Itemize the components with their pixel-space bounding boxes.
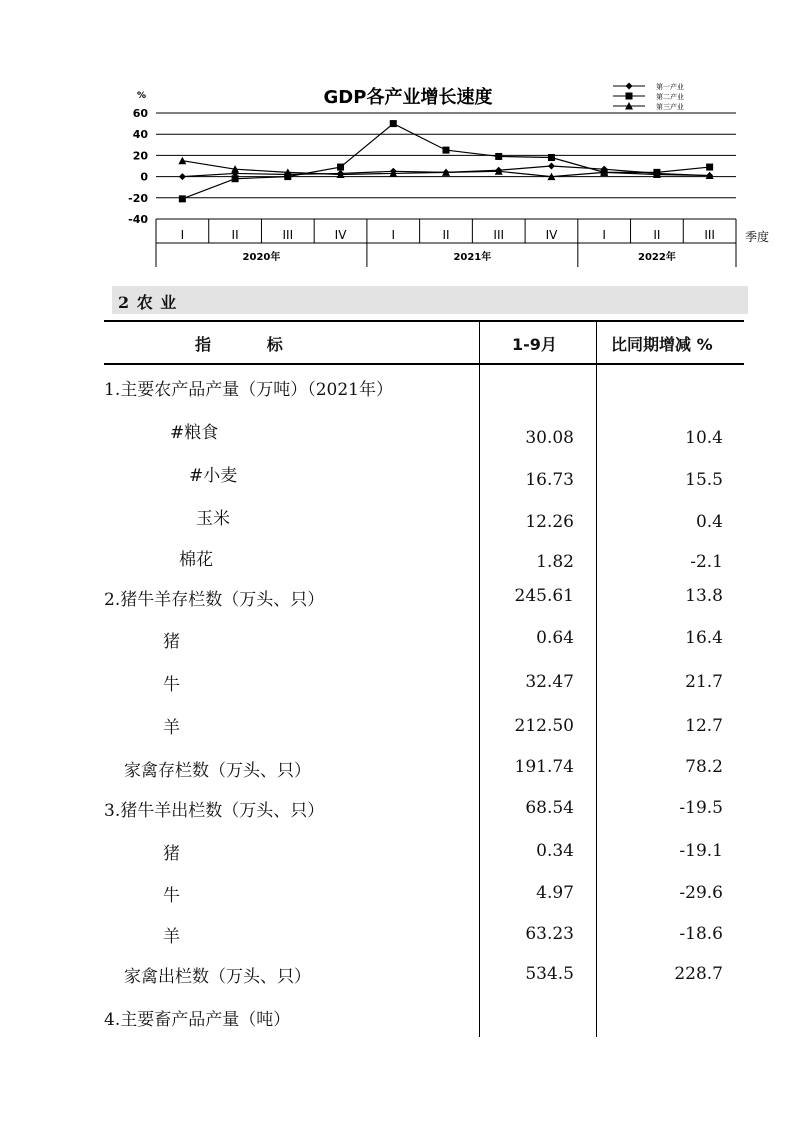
- data-point: [495, 153, 502, 160]
- quarter-label: IV: [334, 228, 347, 242]
- header-change: 比同期增减 %: [611, 335, 713, 354]
- row-value: 534.5: [525, 964, 574, 984]
- x-axis-label: 季度: [745, 230, 770, 244]
- row-label: 羊: [163, 718, 180, 738]
- row-label: 家禽存栏数（万头、只）: [124, 761, 311, 781]
- legend-label: 第二产业: [656, 93, 684, 101]
- gdp-growth-chart: [0, 0, 793, 280]
- quarter-label: III: [493, 228, 505, 242]
- row-label: 2.猪牛羊存栏数（万头、只）: [104, 590, 325, 610]
- row-label: 4.主要畜产品产量（吨）: [104, 1010, 291, 1030]
- row-change: -29.6: [679, 883, 723, 903]
- row-change: -18.6: [679, 924, 723, 944]
- legend-marker: [626, 93, 633, 100]
- quarter-label: I: [391, 228, 396, 242]
- row-change: -19.5: [679, 798, 723, 818]
- quarter-label: IV: [545, 228, 558, 242]
- row-label: 牛: [163, 886, 180, 906]
- quarter-label: II: [653, 228, 661, 242]
- row-label: 棉花: [179, 550, 213, 570]
- data-point: [548, 154, 555, 161]
- y-tick-label: 60: [132, 107, 148, 120]
- y-tick-label: -20: [128, 191, 148, 205]
- series-line-2: [182, 124, 709, 199]
- data-point: [706, 164, 713, 171]
- data-point: [337, 164, 344, 171]
- chart-title: GDP各产业增长速度: [323, 87, 493, 108]
- legend-label: 第一产业: [656, 83, 684, 91]
- row-change: 21.7: [685, 672, 723, 692]
- row-change: 12.7: [685, 716, 723, 736]
- row-value: 30.08: [525, 428, 574, 448]
- data-point: [179, 195, 186, 202]
- quarter-label: I: [602, 228, 606, 242]
- row-change: 228.7: [674, 964, 723, 984]
- year-label: 2022年: [637, 252, 676, 263]
- quarter-label: III: [282, 228, 294, 242]
- row-change: 15.5: [685, 470, 723, 490]
- y-tick-label: 40: [132, 128, 148, 142]
- header-indicator: 指 标: [195, 335, 283, 354]
- row-label: 猪: [163, 844, 180, 864]
- row-value: 212.50: [514, 716, 574, 736]
- row-value: 0.64: [536, 628, 574, 648]
- quarter-label: II: [442, 228, 450, 242]
- row-change: 13.8: [685, 586, 723, 606]
- row-value: 12.26: [525, 512, 574, 532]
- row-label: #小麦: [189, 466, 238, 486]
- row-label: 1.主要农产品产量（万吨）（2021年）: [104, 380, 393, 400]
- row-value: 32.47: [525, 672, 574, 692]
- data-point: [548, 163, 555, 170]
- row-value: 245.61: [514, 586, 574, 606]
- header-period: 1-9月: [512, 335, 557, 354]
- row-value: 16.73: [525, 470, 574, 490]
- data-point: [232, 175, 239, 182]
- row-change: 16.4: [685, 628, 723, 648]
- row-change: 0.4: [695, 512, 723, 532]
- y-axis-unit: %: [137, 91, 147, 101]
- year-label: 2020年: [242, 252, 281, 263]
- row-change: 78.2: [685, 757, 723, 777]
- row-value: 191.74: [514, 757, 574, 777]
- row-value: 63.23: [525, 924, 574, 944]
- row-change: -19.1: [679, 841, 723, 861]
- section-header-bar: [112, 286, 748, 314]
- row-label: 3.猪牛羊出栏数（万头、只）: [104, 801, 325, 821]
- y-tick-label: 20: [132, 149, 148, 163]
- row-value: 4.97: [536, 883, 574, 903]
- row-label: 玉米: [196, 509, 230, 529]
- row-value: 1.82: [536, 552, 574, 572]
- data-point: [443, 147, 450, 154]
- section-title: 2 农 业: [118, 293, 178, 312]
- row-change: 10.4: [685, 428, 723, 448]
- y-tick-label: 0: [140, 170, 148, 184]
- y-tick-label: -40: [128, 213, 148, 226]
- row-label: 牛: [163, 675, 180, 695]
- row-value: 68.54: [525, 798, 574, 818]
- row-label: 猪: [163, 632, 180, 652]
- table-header-rule: [104, 363, 744, 365]
- table-top-rule: [104, 320, 744, 322]
- row-label: 羊: [163, 927, 180, 947]
- row-value: 0.34: [536, 841, 574, 861]
- row-label: #粮食: [170, 423, 219, 443]
- year-label: 2021年: [453, 252, 492, 263]
- row-change: -2.1: [690, 552, 723, 572]
- data-point: [179, 173, 186, 180]
- legend-label: 第三产业: [656, 103, 684, 111]
- row-label: 家禽出栏数（万头、只）: [124, 967, 311, 987]
- quarter-label: III: [704, 228, 715, 242]
- quarter-label: II: [231, 228, 239, 242]
- data-point: [178, 157, 186, 165]
- data-point: [390, 120, 397, 127]
- quarter-label: I: [180, 228, 185, 242]
